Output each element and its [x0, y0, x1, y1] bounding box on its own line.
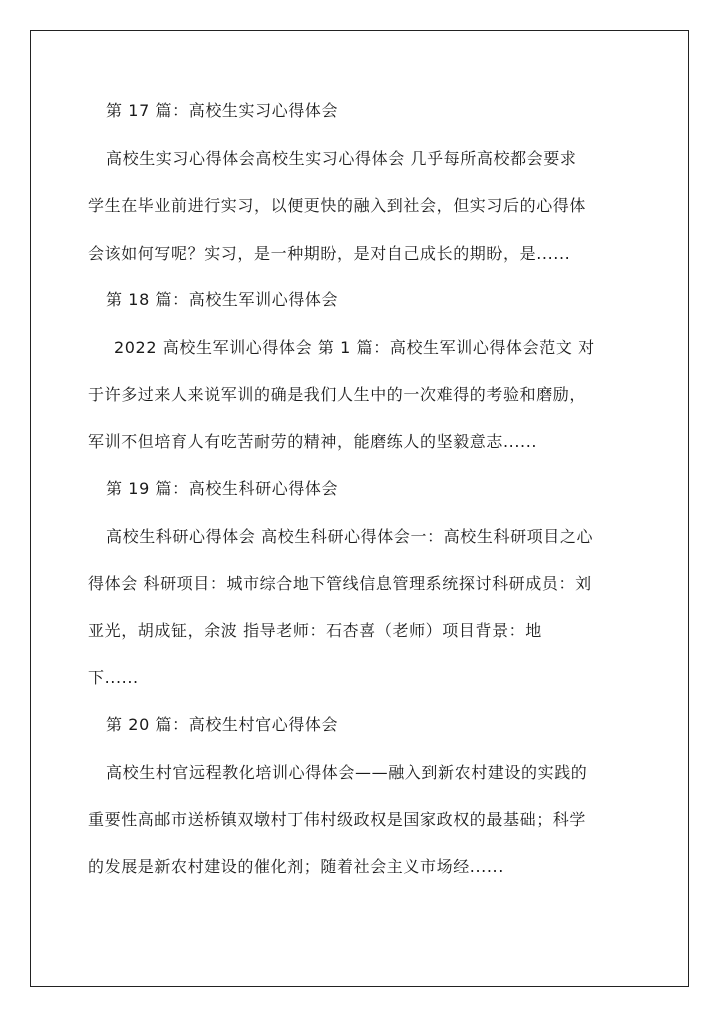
section-18-heading: 第 18 篇：高校生军训心得体会 [106, 290, 339, 309]
section-20-heading: 第 20 篇：高校生村官心得体会 [106, 715, 339, 734]
section-19-line-3: 亚光，胡成钲，余波 指导老师：石杏喜（老师）项目背景：地 [88, 621, 542, 640]
section-17-heading: 第 17 篇：高校生实习心得体会 [106, 101, 339, 120]
section-17-line-2: 学生在毕业前进行实习，以便更快的融入到社会，但实习后的心得体 [88, 196, 587, 215]
section-19-heading: 第 19 篇：高校生科研心得体会 [106, 479, 339, 498]
section-19-line-2: 得体会 科研项目：城市综合地下管线信息管理系统探讨科研成员：刘 [88, 574, 592, 593]
section-18-line-3: 军训不但培育人有吃苦耐劳的精神，能磨练人的坚毅意志...... [88, 432, 538, 451]
page-border [30, 30, 689, 987]
section-18-line-2: 于许多过来人来说军训的确是我们人生中的一次难得的考验和磨励， [88, 385, 587, 404]
section-18-line-1: 2022 高校生军训心得体会 第 1 篇：高校生军训心得体会范文 对 [114, 338, 595, 357]
section-17-line-1: 高校生实习心得体会高校生实习心得体会 几乎每所高校都会要求 [106, 149, 577, 168]
section-20-line-1: 高校生村官远程教化培训心得体会——融入到新农村建设的实践的 [106, 763, 588, 782]
section-17-line-3: 会该如何写呢？实习，是一种期盼，是对自己成长的期盼，是...... [88, 244, 571, 263]
section-19-line-1: 高校生科研心得体会 高校生科研心得体会一：高校生科研项目之心 [106, 527, 594, 546]
section-20-line-3: 的发展是新农村建设的催化剂；随着社会主义市场经...... [88, 857, 504, 876]
section-20-line-2: 重要性高邮市送桥镇双墩村丁伟村级政权是国家政权的最基础；科学 [88, 810, 587, 829]
section-19-line-4: 下...... [88, 668, 139, 687]
